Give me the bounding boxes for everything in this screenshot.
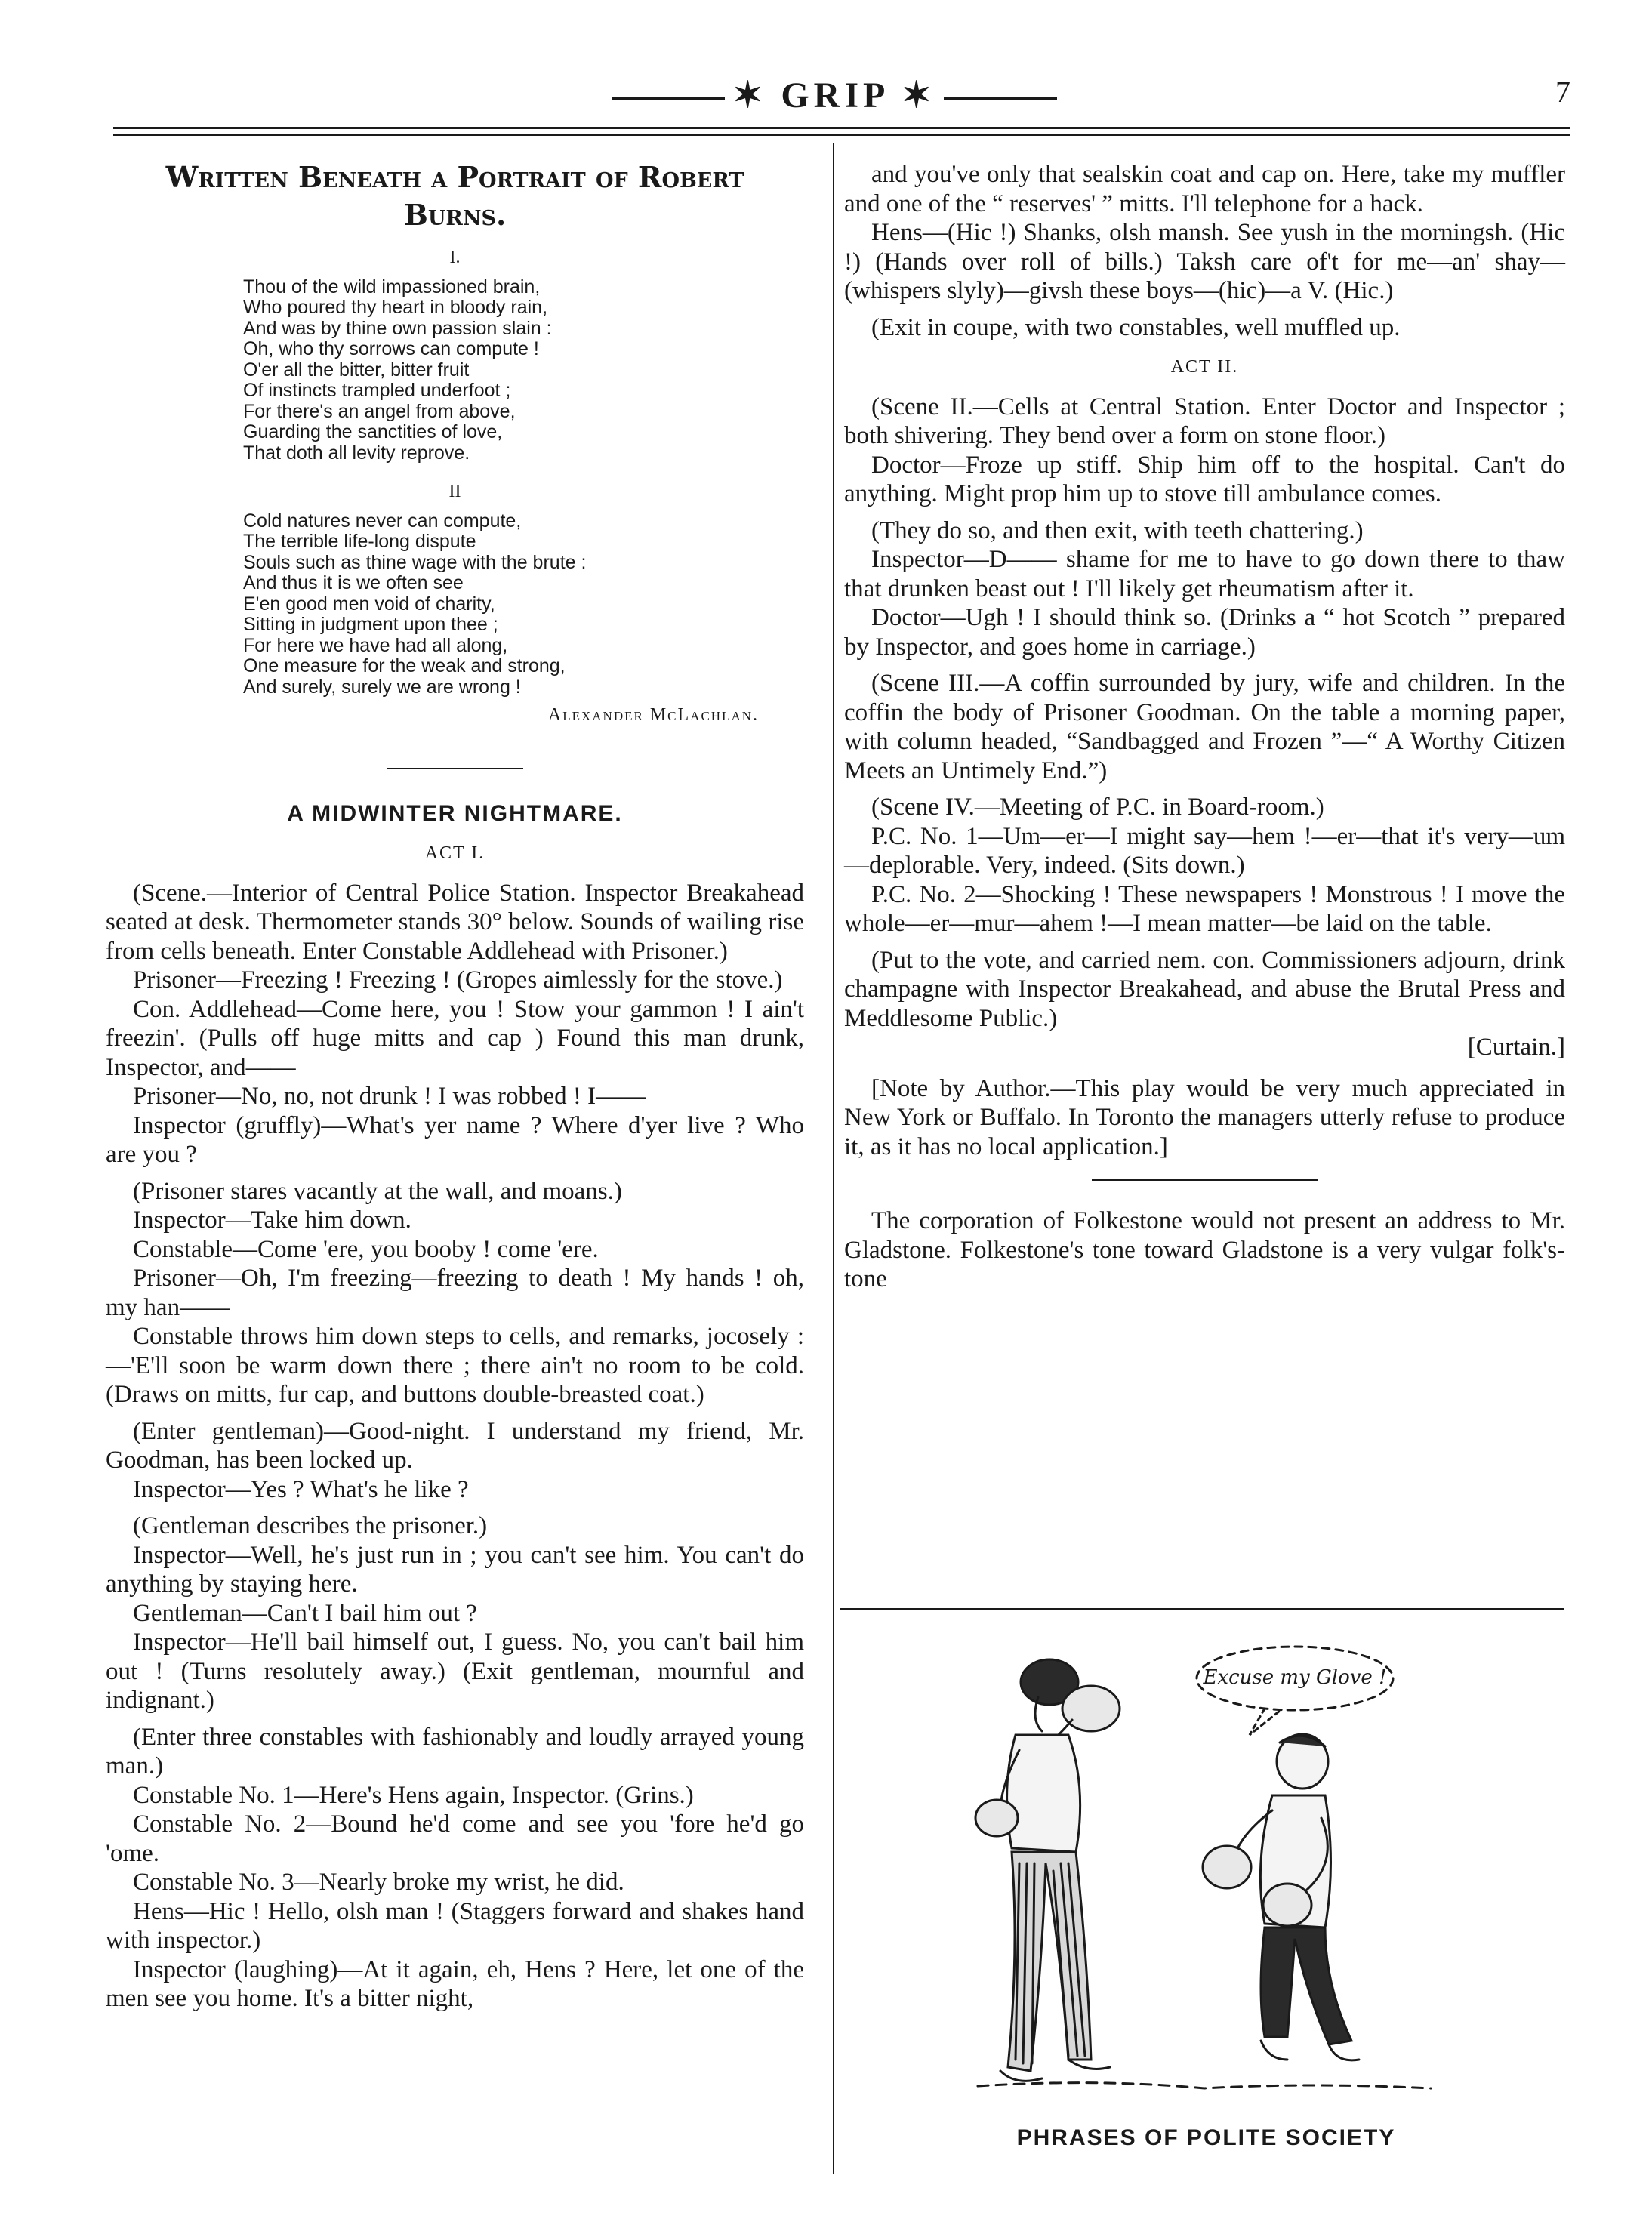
poem-line: Of instincts trampled underfoot ; [243, 380, 511, 401]
article-body [106, 879, 804, 2014]
stanza-number: II [448, 482, 461, 501]
page-number: 7 [1555, 75, 1570, 109]
section-rule [387, 768, 523, 769]
article-paragraph: P.C. No. 2—Shocking ! These newspapers ! Monstrous ! I move the whole—er—mur—ahem !—I mean matter—be laid on the table. [844, 880, 1565, 937]
boxing-cartoon [948, 1637, 1476, 2105]
poem-stanza [106, 277, 804, 464]
article-paragraph: and you've only that sealskin coat and cap on. Here, take my muffler and one of the “ reserves' ” mitts. I'll telephone for a hack. [844, 161, 1565, 217]
article-paragraph: (Put to the vote, and carried nem. con. Commissioners adjourn, drink champagne with Inspector Breakahead, and abuse the Brutal Press and Meddlesome Public.) [844, 946, 1565, 1032]
masthead-title: ✶ GRIP ✶ [98, 74, 1570, 116]
article-paragraph: (Scene II.—Cells at Central Station. Enter Doctor and Inspector ; both shivering. They bend over a form on stone floor.) [844, 393, 1565, 449]
poem-title: Written Beneath a Portrait of Robert Burns. [165, 160, 744, 232]
poem-line: The terrible life-long dispute [243, 531, 476, 552]
article-paragraph: Hens—Hic ! Hello, olsh man ! (Staggers forward and shakes hand with inspector.) [106, 1897, 804, 1954]
speech-bubble-text: Excuse my Glove ! [1203, 1666, 1387, 1689]
article-body-act2 [844, 393, 1565, 1034]
poem-line: Who poured thy heart in bloody rain, [243, 297, 548, 318]
article-paragraph: Doctor—Ugh ! I should think so. (Drinks a “ hot Scotch ” prepared by Inspector, and goes home in carriage.) [844, 604, 1565, 661]
article-body-continued [844, 160, 1565, 342]
poem-line: O'er all the bitter, bitter fruit [243, 359, 470, 381]
article-paragraph: Constable No. 2—Bound he'd come and see you 'fore he'd go 'ome. [106, 1810, 804, 1867]
article-paragraph: Inspector—Yes ? What's he like ? [133, 1475, 469, 1503]
right-column [844, 160, 1565, 1294]
article-paragraph: (Enter gentleman)—Good-night. I understand my friend, Mr. Goodman, has been locked up. [106, 1417, 804, 1474]
poem-line: That doth all levity reprove. [243, 442, 470, 464]
article-paragraph: (Scene IV.—Meeting of P.C. in Board-room.) [871, 793, 1324, 821]
article-paragraph: Prisoner—Freezing ! Freezing ! (Gropes aimlessly for the stove.) [133, 966, 783, 994]
poem-line: For here we have had all along, [243, 634, 508, 656]
poem-line: For there's an angel from above, [243, 400, 516, 422]
article-paragraph: Prisoner—Oh, I'm freezing—freezing to death ! My hands ! oh, my han—— [106, 1265, 804, 1321]
article-paragraph: Inspector—He'll bail himself out, I guess. No, you can't bail him out ! (Turns resolutely away.) (Exit gentleman, mournful and indignant.) [106, 1629, 804, 1714]
poem-line: Cold natures never can compute, [243, 510, 522, 532]
poem-author: Alexander McLachlan. [547, 705, 759, 725]
article-paragraph: Constable throws him down steps to cells, and remarks, jocosely :—'E'll soon be warm down there ; there ain't no room to be cold. (Draws on mitts, fur cap, and buttons double-breasted coat.) [106, 1323, 804, 1408]
article-paragraph: Doctor—Froze up stiff. Ship him off to the hospital. Can't do anything. Might prop him up to stove till ambulance comes. [844, 451, 1565, 507]
poem-line: One measure for the weak and strong, [243, 655, 566, 676]
article-paragraph: Hens—(Hic !) Shanks, olsh mansh. See yush in the morningsh. (Hic !) (Hands over roll of bills.) Taksh care of't for me—an' shay—(whispers slyly)—givsh these boys—(hic)—a V. (Hic.) [844, 219, 1565, 304]
stanza-number: I. [449, 248, 461, 267]
poem-line: Souls such as thine wage with the brute : [243, 551, 587, 573]
poem-line: Guarding the sanctities of love, [243, 421, 503, 442]
article-paragraph: P.C. No. 1—Um—er—I might say—hem !—er—that it's very—um—deplorable. Very, indeed. (Sits down.) [844, 822, 1565, 879]
poem-stanza [106, 511, 804, 698]
act-heading: ACT I. [424, 843, 485, 863]
curtain-note: [Curtain.] [1467, 1034, 1565, 1061]
article-paragraph: (Gentleman describes the prisoner.) [133, 1512, 488, 1539]
act-heading: ACT II. [1170, 357, 1239, 377]
poem-line: And thus it is we often see [243, 572, 464, 593]
masthead [98, 74, 1570, 119]
publication-title: GRIP [781, 75, 888, 116]
article-paragraph: Con. Addlehead—Come here, you ! Stow your gammon ! I ain't freezin'. (Pulls off huge mitts and cap ) Found this man drunk, Inspector, and—— [106, 995, 804, 1081]
article-paragraph: (Scene.—Interior of Central Police Station. Inspector Breakahead seated at desk. Thermometer stands 30° below. Sounds of wailing rise from cells beneath. Enter Constable Addlehead with Prisoner.) [106, 879, 804, 965]
folkestone-paragraph: The corporation of Folkestone would not present an address to Mr. Gladstone. Folkestone's tone toward Gladstone is a very vulgar folk's-tone [844, 1207, 1565, 1293]
poem-line: E'en good men void of charity, [243, 593, 495, 615]
poem-line: Thou of the wild impassioned brain, [243, 276, 541, 297]
article-paragraph: Inspector—D—— shame for me to have to go down there to thaw that drunken beast out ! I'll likely get rheumatism after it. [844, 546, 1565, 602]
article-paragraph: (Enter three constables with fashionably and loudly arrayed young man.) [106, 1723, 804, 1779]
poem-line: Oh, who thy sorrows can compute ! [243, 338, 539, 359]
header-rule [113, 127, 1570, 129]
poem-line: And surely, surely we are wrong ! [243, 676, 521, 698]
cartoon-caption: PHRASES OF POLITE SOCIETY [1016, 2125, 1396, 2150]
article-paragraph: Inspector—Well, he's just run in ; you can't see him. You can't do anything by staying here. [106, 1541, 804, 1598]
header-rule-thin [113, 134, 1570, 136]
article-title: A MIDWINTER NIGHTMARE. [287, 800, 623, 826]
column-divider [833, 143, 834, 2174]
article-paragraph: Constable No. 3—Nearly broke my wrist, he did. [133, 1869, 624, 1896]
section-rule [1092, 1179, 1318, 1181]
article-paragraph: Prisoner—No, no, not drunk ! I was robbed ! I—— [133, 1083, 646, 1110]
article-paragraph: (Scene III.—A coffin surrounded by jury, wife and children. In the coffin the body of Prisoner Goodman. On the table a morning paper, with column headed, “Sandbagged and Frozen ”—“ A Worthy Citizen Meets an Untimely End.”) [844, 670, 1565, 784]
article-paragraph: Gentleman—Can't I bail him out ? [133, 1599, 477, 1627]
article-paragraph: (Prisoner stares vacantly at the wall, and moans.) [133, 1177, 622, 1205]
article-paragraph: (They do so, and then exit, with teeth chattering.) [871, 516, 1364, 544]
poem-line: Sitting in judgment upon thee ; [243, 614, 498, 635]
article-paragraph: (Exit in coupe, with two constables, well muffled up. [871, 313, 1401, 341]
left-column [106, 159, 804, 2014]
article-paragraph: Inspector—Take him down. [133, 1206, 411, 1234]
author-note: [Note by Author.—This play would be very much appreciated in New York or Buffalo. In Toronto the managers utterly refuse to produce it, as it has no local application.] [844, 1074, 1565, 1160]
poem-line: And was by thine own passion slain : [243, 317, 552, 339]
article-paragraph: Inspector (laughing)—At it again, eh, Hens ? Here, let one of the men see you home. It's a bitter night, [106, 1955, 804, 2012]
article-paragraph: Constable No. 1—Here's Hens again, Inspector. (Grins.) [133, 1781, 694, 1809]
article-paragraph: Constable—Come 'ere, you booby ! come 'ere. [133, 1235, 599, 1263]
cartoon-rule [840, 1608, 1564, 1610]
article-paragraph: Inspector (gruffly)—What's yer name ? Where d'yer live ? Who are you ? [106, 1111, 804, 1168]
